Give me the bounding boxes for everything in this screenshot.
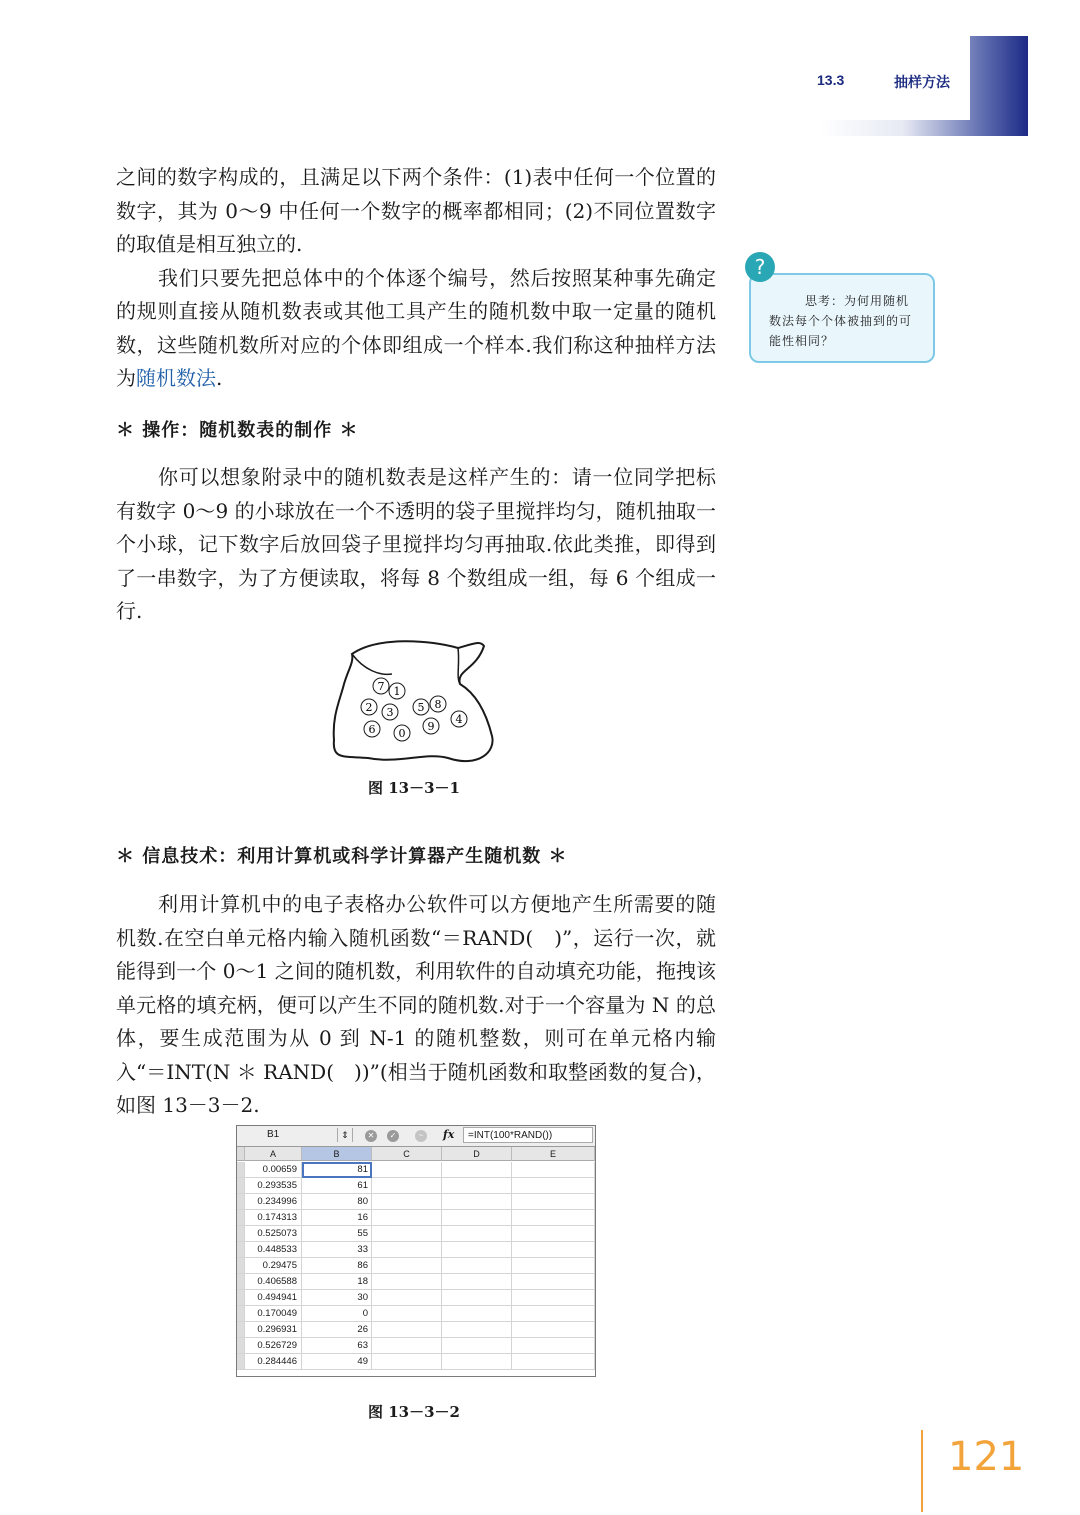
section2-text xyxy=(116,888,716,1123)
row-header[interactable] xyxy=(237,1322,245,1338)
ball xyxy=(413,699,429,715)
column-header-c[interactable]: C xyxy=(372,1147,442,1161)
cell-empty[interactable] xyxy=(512,1290,595,1306)
section1-text xyxy=(116,461,716,629)
cell-empty[interactable] xyxy=(512,1306,595,1322)
cell-empty[interactable] xyxy=(442,1210,512,1226)
cell-a[interactable]: 0.296931 xyxy=(245,1322,302,1338)
column-header-e[interactable]: E xyxy=(512,1147,595,1161)
cell-empty[interactable] xyxy=(512,1338,595,1354)
table-row xyxy=(237,1338,595,1354)
cell-empty[interactable] xyxy=(512,1162,595,1178)
cell-empty[interactable] xyxy=(512,1242,595,1258)
cell-empty[interactable] xyxy=(442,1354,512,1370)
cell-empty[interactable] xyxy=(512,1274,595,1290)
section1-paragraph: 你可以想象附录中的随机数表是这样产生的：请一位同学把标有数字 0～9 的小球放在一个不透明的袋子里搅拌均匀，随机抽取一个小球，记下数字后放回袋子里搅拌均匀再抽取.依此类推，即得到了一串数字，为了方便读取，将每 8 个数组成一组，每 6 个组成一行. xyxy=(116,465,716,623)
think-text: 思考：为何用随机数法每个个体被抽到的可能性相同？ xyxy=(769,294,913,348)
cell-empty[interactable] xyxy=(442,1258,512,1274)
cell-empty[interactable] xyxy=(372,1162,442,1178)
section-heading-random-table: ＊ 操作：随机数表的制作 ＊ xyxy=(116,420,359,441)
cell-b[interactable]: 16 xyxy=(302,1210,372,1226)
intro-text xyxy=(116,161,716,396)
row-header[interactable] xyxy=(237,1354,245,1370)
cell-a[interactable]: 0.170049 xyxy=(245,1306,302,1322)
table-row xyxy=(237,1290,595,1306)
row-header[interactable] xyxy=(237,1290,245,1306)
cell-empty[interactable] xyxy=(372,1210,442,1226)
cell-empty[interactable] xyxy=(372,1194,442,1210)
ball-number: 2 xyxy=(365,701,373,714)
cell-empty[interactable] xyxy=(372,1322,442,1338)
ball xyxy=(361,699,377,715)
cell-b[interactable]: 63 xyxy=(302,1338,372,1354)
cell-b[interactable]: 81 xyxy=(302,1162,372,1178)
ball-number: 3 xyxy=(386,706,394,719)
table-row xyxy=(237,1354,595,1370)
column-header-b[interactable]: B xyxy=(302,1147,372,1161)
column-header-a[interactable]: A xyxy=(245,1147,302,1161)
cell-b[interactable]: 26 xyxy=(302,1322,372,1338)
cell-empty[interactable] xyxy=(372,1178,442,1194)
bag-outline xyxy=(334,641,493,761)
figure2-caption: 图 13－3－2 xyxy=(368,1403,460,1421)
ball xyxy=(389,683,405,699)
fx-label: fx xyxy=(443,1128,455,1141)
cell-empty[interactable] xyxy=(372,1242,442,1258)
cell-b[interactable]: 0 xyxy=(302,1306,372,1322)
cell-a[interactable]: 0.293535 xyxy=(245,1178,302,1194)
cell-a[interactable]: 0.284446 xyxy=(245,1354,302,1370)
ball xyxy=(430,696,446,712)
dropdown-stepper-icon[interactable]: ⇕ xyxy=(337,1128,353,1142)
cell-empty[interactable] xyxy=(512,1258,595,1274)
bag-fold xyxy=(352,654,392,674)
cell-b[interactable]: 18 xyxy=(302,1274,372,1290)
section-number: 13.3 xyxy=(817,72,845,88)
question-icon: ? xyxy=(745,252,775,282)
ball xyxy=(382,704,398,720)
cell-a[interactable]: 0.406588 xyxy=(245,1274,302,1290)
row-header[interactable] xyxy=(237,1210,245,1226)
cell-empty[interactable] xyxy=(372,1258,442,1274)
table-row xyxy=(237,1194,595,1210)
cell-a[interactable]: 0.494941 xyxy=(245,1290,302,1306)
cell-b[interactable]: 86 xyxy=(302,1258,372,1274)
cancel-icon[interactable]: ✕ xyxy=(365,1130,377,1142)
intro-paragraph-2 xyxy=(116,262,716,396)
cell-a[interactable]: 0.174313 xyxy=(245,1210,302,1226)
cell-empty[interactable] xyxy=(442,1162,512,1178)
ball xyxy=(364,721,380,737)
ball-number: 9 xyxy=(427,720,435,733)
table-row xyxy=(237,1322,595,1338)
ball-number: 1 xyxy=(393,685,401,698)
function-icon[interactable]: ~ xyxy=(415,1130,427,1142)
ball xyxy=(373,678,389,694)
corner-header[interactable] xyxy=(237,1147,245,1161)
ball-number: 8 xyxy=(434,698,442,711)
confirm-icon[interactable]: ✓ xyxy=(387,1130,399,1142)
cell-empty[interactable] xyxy=(372,1338,442,1354)
table-row xyxy=(237,1226,595,1242)
cell-a[interactable]: 0.234996 xyxy=(245,1194,302,1210)
section-title: 抽样方法 xyxy=(894,75,950,91)
ball xyxy=(423,718,439,734)
section-heading-computer-random: ＊ 信息技术：利用计算机或科学计算器产生随机数 ＊ xyxy=(116,846,568,867)
row-header[interactable] xyxy=(237,1274,245,1290)
intro-paragraph-1: 之间的数字构成的，且满足以下两个条件：(1)表中任何一个位置的数字，其为 0～9 中任何一个数字的概率都相同；(2)不同位置数字的取值是相互独立的. xyxy=(116,165,716,256)
figure-bag-of-balls xyxy=(328,630,494,768)
table-row xyxy=(237,1258,595,1274)
cell-empty[interactable] xyxy=(442,1242,512,1258)
cell-b[interactable]: 30 xyxy=(302,1290,372,1306)
table-row xyxy=(237,1306,595,1322)
cell-empty[interactable] xyxy=(442,1290,512,1306)
table-row xyxy=(237,1162,595,1178)
cell-b[interactable]: 55 xyxy=(302,1226,372,1242)
cell-a[interactable]: 0.00659 xyxy=(245,1162,302,1178)
cell-empty[interactable] xyxy=(512,1226,595,1242)
cell-reference[interactable]: B1 xyxy=(267,1129,280,1140)
cell-empty[interactable] xyxy=(372,1354,442,1370)
row-header[interactable] xyxy=(237,1226,245,1242)
cell-b[interactable]: 49 xyxy=(302,1354,372,1370)
row-header[interactable] xyxy=(237,1194,245,1210)
row-header[interactable] xyxy=(237,1258,245,1274)
ball-number: 6 xyxy=(368,723,376,736)
cell-empty[interactable] xyxy=(442,1322,512,1338)
cell-empty[interactable] xyxy=(442,1226,512,1242)
ball-number: 7 xyxy=(377,680,385,693)
ball xyxy=(451,711,467,727)
row-header[interactable] xyxy=(237,1162,245,1178)
cell-empty[interactable] xyxy=(372,1226,442,1242)
ball xyxy=(394,725,410,741)
term-random-number-method: 随机数法 xyxy=(136,366,216,390)
cell-empty[interactable] xyxy=(512,1210,595,1226)
table-row xyxy=(237,1210,595,1226)
section2-paragraph: 利用计算机中的电子表格办公软件可以方便地产生所需要的随机数.在空白单元格内输入随机函数“＝RAND( )”，运行一次，就能得到一个 0～1 之间的随机数，利用软件的自动填充功能，拖拽该单元格的填充柄，便可以产生不同的随机数.对于一个容量为 N 的总体，要生成范围为从 0 到 N-1 的随机整数，则可在单元格内输入“＝INT(N ＊ RAND( ))”(相当于随机函数和取整函数的复合)，如图 13－3－2. xyxy=(116,892,716,1117)
row-header[interactable] xyxy=(237,1306,245,1322)
cell-b[interactable]: 33 xyxy=(302,1242,372,1258)
cell-empty[interactable] xyxy=(442,1306,512,1322)
page-number: 121 xyxy=(948,1434,1025,1480)
cell-empty[interactable] xyxy=(442,1194,512,1210)
spreadsheet xyxy=(236,1125,596,1377)
cell-empty[interactable] xyxy=(372,1290,442,1306)
cell-empty[interactable] xyxy=(512,1194,595,1210)
column-header-d[interactable]: D xyxy=(442,1147,512,1161)
formula-input[interactable]: =INT(100*RAND()) xyxy=(463,1127,593,1143)
page-number-rule xyxy=(921,1430,923,1512)
intro-paragraph-2-end: . xyxy=(216,366,223,390)
intro-paragraph-2-text: 我们只要先把总体中的个体逐个编号，然后按照某种事先确定的规则直接从随机数表或其他工具产生的随机数中取一定量的随机数，这些随机数所对应的个体即组成一个样本.我们称这种抽样方法为 xyxy=(116,265,716,390)
cell-a[interactable]: 0.526729 xyxy=(245,1338,302,1354)
cell-a[interactable]: 0.525073 xyxy=(245,1226,302,1242)
cell-empty[interactable] xyxy=(442,1274,512,1290)
ball-group xyxy=(361,678,467,741)
figure1-caption: 图 13－3－1 xyxy=(368,779,460,797)
cell-empty[interactable] xyxy=(512,1178,595,1194)
cell-a[interactable]: 0.29475 xyxy=(245,1258,302,1274)
formula-bar xyxy=(237,1126,595,1147)
cell-empty[interactable] xyxy=(442,1338,512,1354)
table-row xyxy=(237,1242,595,1258)
cell-a[interactable]: 0.448533 xyxy=(245,1242,302,1258)
ball-number: 0 xyxy=(398,727,406,740)
table-row xyxy=(237,1274,595,1290)
row-header[interactable] xyxy=(237,1338,245,1354)
cell-empty[interactable] xyxy=(512,1354,595,1370)
cell-empty[interactable] xyxy=(372,1306,442,1322)
row-header[interactable] xyxy=(237,1242,245,1258)
ball-number: 5 xyxy=(417,701,425,714)
cell-empty[interactable] xyxy=(442,1178,512,1194)
cell-b[interactable]: 80 xyxy=(302,1194,372,1210)
cell-empty[interactable] xyxy=(512,1322,595,1338)
think-box xyxy=(749,273,935,363)
row-header[interactable] xyxy=(237,1178,245,1194)
ball-number: 4 xyxy=(455,713,463,726)
cell-b[interactable]: 61 xyxy=(302,1178,372,1194)
cell-empty[interactable] xyxy=(372,1274,442,1290)
table-row xyxy=(237,1178,595,1194)
